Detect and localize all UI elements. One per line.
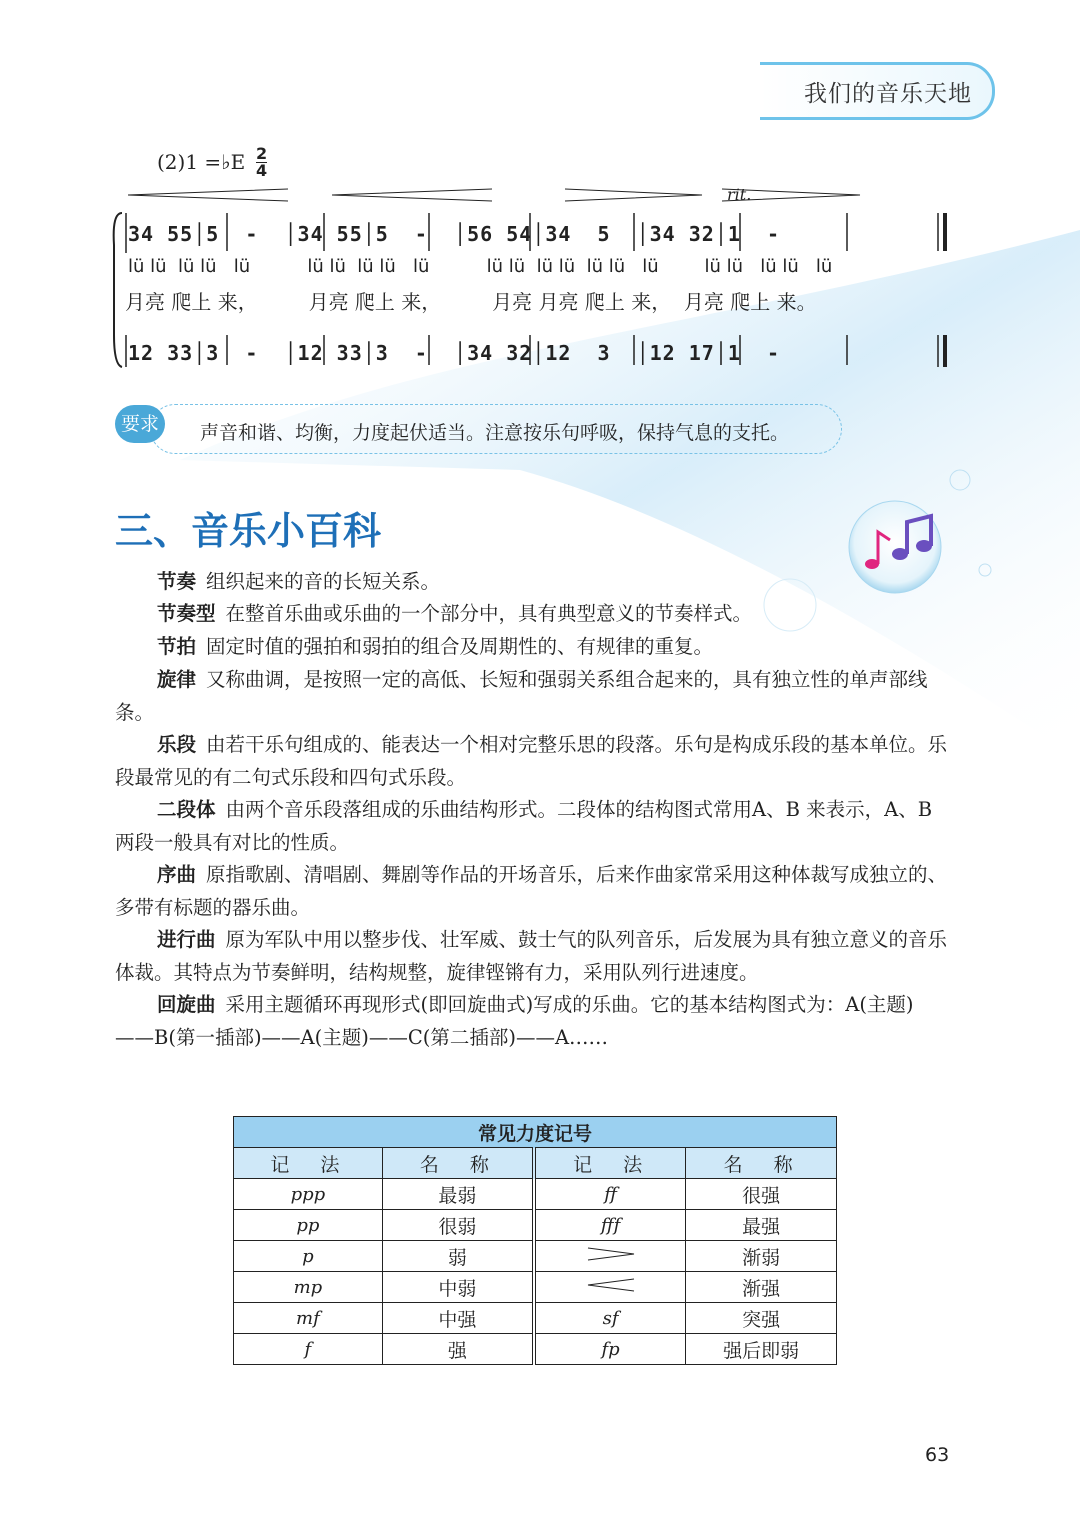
entry-rhythm-pattern	[115, 598, 950, 631]
dynamic-name: 最弱	[382, 1179, 534, 1210]
hairpin-3	[565, 189, 702, 201]
table-header-row	[234, 1148, 837, 1179]
entry-rhythm	[115, 566, 950, 599]
dynamic-name: 强	[382, 1334, 534, 1365]
system-brace	[114, 213, 122, 367]
entry-term: 节奏型	[157, 602, 216, 625]
entry-meter	[115, 631, 950, 664]
dynamic-name: 渐强	[686, 1272, 837, 1303]
entry-text: 由若干乐句组成的、能表达一个相对完整乐思的段落。乐句是构成乐段的基本单位。乐段最常见的有二句式乐段和四句式乐段。	[115, 733, 948, 789]
entry-term: 序曲	[157, 863, 197, 886]
header-cell: 名 称	[382, 1148, 534, 1179]
entry-rondo	[115, 989, 950, 1054]
dynamic-name: 突强	[686, 1303, 837, 1334]
page-number: 63	[925, 1444, 950, 1466]
table-caption: 常见力度记号	[234, 1117, 837, 1148]
entry-term: 节拍	[157, 635, 197, 658]
entry-term: 节奏	[157, 570, 197, 593]
dynamic-mark: f	[234, 1334, 383, 1365]
entry-term: 乐段	[157, 733, 197, 756]
entry-text: 原为军队中用以整步伐、壮军威、鼓士气的队列音乐，后发展为具有独立意义的音乐体裁。其特点为节奏鲜明，结构规整，旋律铿锵有力，采用队列行进速度。	[115, 928, 948, 984]
entry-text: 又称曲调，是按照一定的高低、长短和强弱关系组合起来的，具有独立性的单声部线条。	[115, 668, 928, 724]
table-row	[234, 1179, 837, 1210]
dynamic-name: 强后即弱	[686, 1334, 837, 1365]
dynamic-mark: pp	[234, 1210, 383, 1241]
table-row	[234, 1334, 837, 1365]
chapter-header-tab	[760, 62, 995, 120]
hairpin-1	[128, 189, 288, 201]
header-cell: 名 称	[686, 1148, 837, 1179]
header-cell: 记 法	[234, 1148, 383, 1179]
hairpin-4	[722, 189, 860, 201]
entry-term: 进行曲	[157, 928, 216, 951]
header-cell: 记 法	[534, 1148, 686, 1179]
entry-overture	[115, 859, 950, 924]
entry-march	[115, 924, 950, 989]
dynamic-mark: mf	[234, 1303, 383, 1334]
dynamic-name: 中弱	[382, 1272, 534, 1303]
crescendo-mark-cell	[534, 1272, 686, 1303]
dynamic-mark: sf	[534, 1303, 686, 1334]
decrescendo-icon	[586, 1246, 636, 1262]
entry-melody	[115, 664, 950, 729]
dynamics-table	[233, 1116, 837, 1365]
entry-text: 在整首乐曲或乐曲的一个部分中，具有典型意义的节奏样式。	[225, 602, 753, 625]
chapter-title: 我们的音乐天地	[804, 81, 972, 107]
entry-text: 原指歌剧、清唱剧、舞剧等作品的开场音乐，后来作曲家常采用这种体裁写成独立的、多带有标题的器乐曲。	[115, 863, 948, 919]
table-row	[234, 1241, 837, 1272]
dynamic-mark: fff	[534, 1210, 686, 1241]
time-signature-bottom: 4	[256, 161, 268, 180]
entry-term: 回旋曲	[157, 993, 216, 1016]
entry-text: 由两个音乐段落组成的乐曲结构形式。二段体的结构图式常用A、B 来表示，A、B 两段一般具有对比的性质。	[115, 798, 933, 854]
dynamic-name: 中强	[382, 1303, 534, 1334]
dynamic-mark: p	[234, 1241, 383, 1272]
dynamic-mark: ppp	[234, 1179, 383, 1210]
score-voice-1: 34 55│5 - │34 55│5 - │56 54│34 5 │34 32│1 -	[128, 222, 781, 246]
table-row	[234, 1303, 837, 1334]
time-signature-top: 2	[256, 144, 268, 163]
entry-term: 旋律	[157, 668, 197, 691]
ritardando-mark: rit.	[727, 185, 752, 204]
entry-period	[115, 729, 950, 794]
crescendo-icon	[586, 1277, 636, 1293]
dynamic-name: 很弱	[382, 1210, 534, 1241]
table-row	[234, 1210, 837, 1241]
dynamic-name: 弱	[382, 1241, 534, 1272]
table-row	[234, 1272, 837, 1303]
dynamic-name: 渐弱	[686, 1241, 837, 1272]
hairpin-2	[332, 189, 492, 201]
entry-text: 固定时值的强拍和弱拍的组合及周期性的、有规律的重复。	[206, 635, 714, 658]
entry-binary-form	[115, 794, 950, 859]
section-title: 三、音乐小百科	[115, 509, 382, 553]
dynamic-mark: fp	[534, 1334, 686, 1365]
decrescendo-mark-cell	[534, 1241, 686, 1272]
entry-term: 二段体	[157, 798, 216, 821]
score-syllables: lü lü lü lü lü lü lü lü lü lü lü lü lü lü lü lü lü lü lü lü lü lü	[128, 256, 833, 277]
dynamic-name: 最强	[686, 1210, 837, 1241]
score-voice-2: 12 33│3 - │12 33│3 - │34 32│12 3 │12 17│1 -	[128, 341, 781, 365]
entry-text: 采用主题循环再现形式(即回旋曲式)写成的乐曲。它的基本结构图式为：A(主题)——B(第一插部)——A(主题)——C(第二插部)——A……	[115, 993, 914, 1049]
score-lyrics: 月亮 爬上 来， 月亮 爬上 来， 月亮 月亮 爬上 来， 月亮 爬上 来。	[125, 290, 817, 314]
requirement-label: 要求	[115, 405, 165, 443]
entry-text: 组织起来的音的长短关系。	[206, 570, 441, 593]
key-signature: (2)1 =♭E	[157, 150, 246, 174]
dynamic-mark: ff	[534, 1179, 686, 1210]
dynamic-name: 很强	[686, 1179, 837, 1210]
requirement-text: 声音和谐、均衡，力度起伏适当。注意按乐句呼吸，保持气息的支托。	[200, 422, 790, 444]
time-signature	[256, 146, 267, 179]
dynamic-mark: mp	[234, 1272, 383, 1303]
final-barlines	[938, 213, 945, 367]
